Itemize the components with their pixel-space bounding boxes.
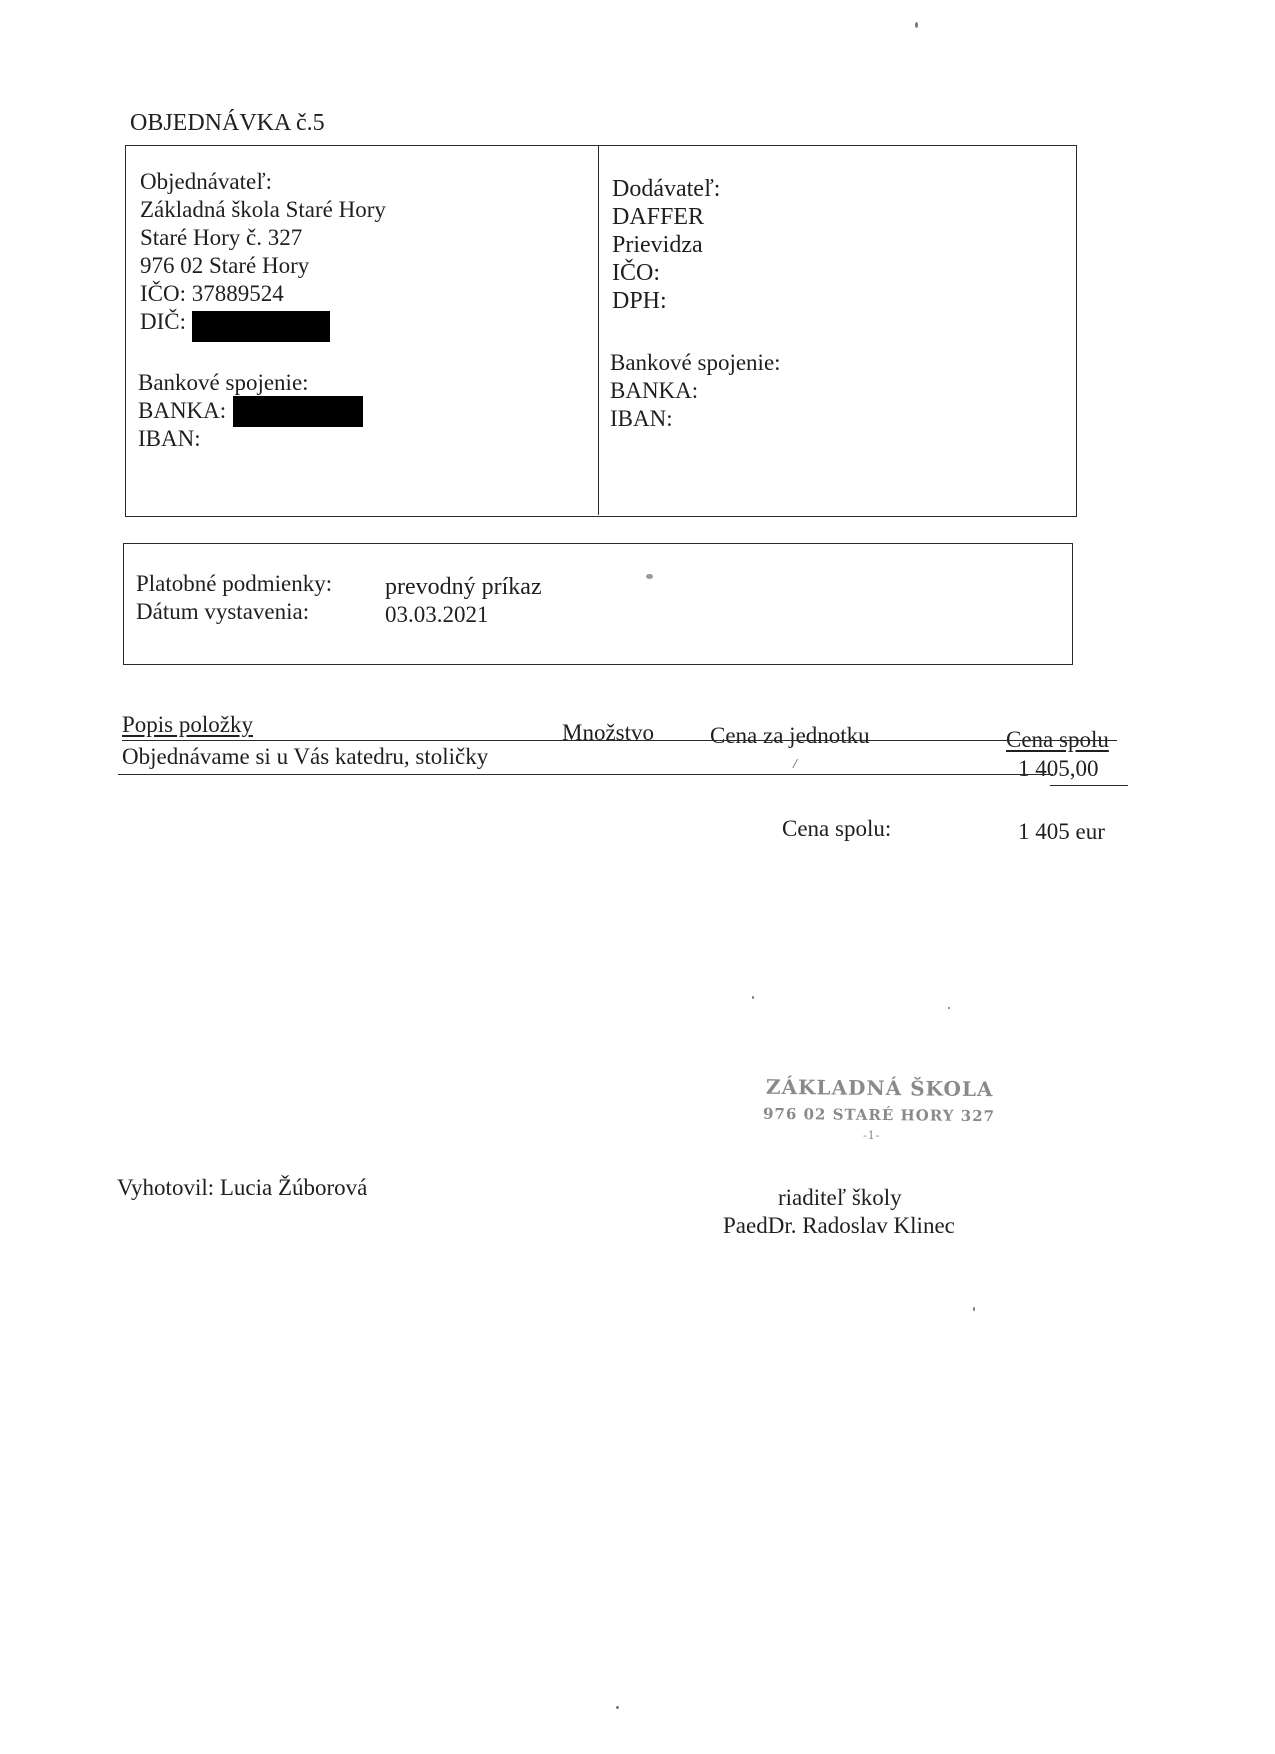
supplier-city: Prievidza (612, 232, 703, 258)
item-description: Objednávame si u Vás katedru, stoličky (122, 744, 489, 769)
supplier-iban-label: IBAN: (610, 406, 673, 431)
table-total-rule (1050, 785, 1128, 786)
customer-ico: IČO: 37889524 (140, 281, 284, 306)
scan-speck (915, 22, 918, 28)
customer-city: 976 02 Staré Hory (140, 253, 310, 278)
stamp-line-2: 976 02 STARÉ HORY 327 (762, 1104, 996, 1126)
payment-terms-label: Platobné podmienky: (136, 571, 333, 596)
customer-bank-label: BANKA: (138, 398, 227, 423)
issue-date-value: 03.03.2021 (385, 602, 489, 627)
supplier-bank-heading: Bankové spojenie: (610, 350, 781, 375)
customer-heading: Objednávateľ: (140, 169, 272, 194)
parties-divider (598, 145, 599, 515)
table-header-rule (122, 740, 1117, 741)
stamp-line-3: -1- (863, 1129, 881, 1142)
prepared-by: Vyhotovil: Lucia Žúborová (117, 1175, 368, 1200)
scan-speck (973, 1307, 975, 1311)
supplier-dph: DPH: (612, 288, 667, 314)
supplier-bank-block (610, 349, 781, 433)
supplier-name: DAFFER (612, 204, 705, 230)
redaction-bank (233, 396, 363, 427)
stamp-line-1: ZÁKLADNÁ ŠKOLA (765, 1074, 994, 1102)
customer-street: Staré Hory č. 327 (140, 225, 303, 250)
signer-role: riaditeľ školy (778, 1185, 902, 1210)
col-header-unit-price: Cena za jednotku (710, 723, 870, 748)
signer-name: PaedDr. Radoslav Klinec (723, 1213, 955, 1238)
total-value: 1 405 eur (1018, 819, 1105, 844)
supplier-block (612, 175, 720, 315)
customer-bank-heading: Bankové spojenie: (138, 370, 309, 395)
total-label: Cena spolu: (782, 816, 892, 841)
issue-date-label: Dátum vystavenia: (136, 599, 310, 624)
redaction-dic (192, 311, 330, 342)
col-header-total: Cena spolu (1006, 727, 1109, 752)
document-title: OBJEDNÁVKA č.5 (130, 110, 325, 136)
scan-speck (646, 574, 653, 579)
customer-dic: DIČ: (140, 309, 186, 334)
scan-speck (616, 1706, 619, 1709)
customer-name: Základná škola Staré Hory (140, 197, 386, 222)
supplier-bank-label: BANKA: (610, 378, 699, 403)
item-total: 1 405,00 (1018, 756, 1099, 781)
scan-speck (752, 996, 754, 999)
payment-terms-value: prevodný príkaz (385, 574, 542, 600)
customer-iban-label: IBAN: (138, 426, 201, 451)
col-header-quantity: Množstvo (562, 720, 654, 745)
table-row-rule (118, 774, 1053, 775)
col-header-description: Popis položky (122, 712, 253, 737)
item-unit-price: / (793, 757, 797, 772)
supplier-heading: Dodávateľ: (612, 176, 721, 202)
scan-speck (948, 1007, 950, 1009)
supplier-ico: IČO: (612, 260, 660, 286)
